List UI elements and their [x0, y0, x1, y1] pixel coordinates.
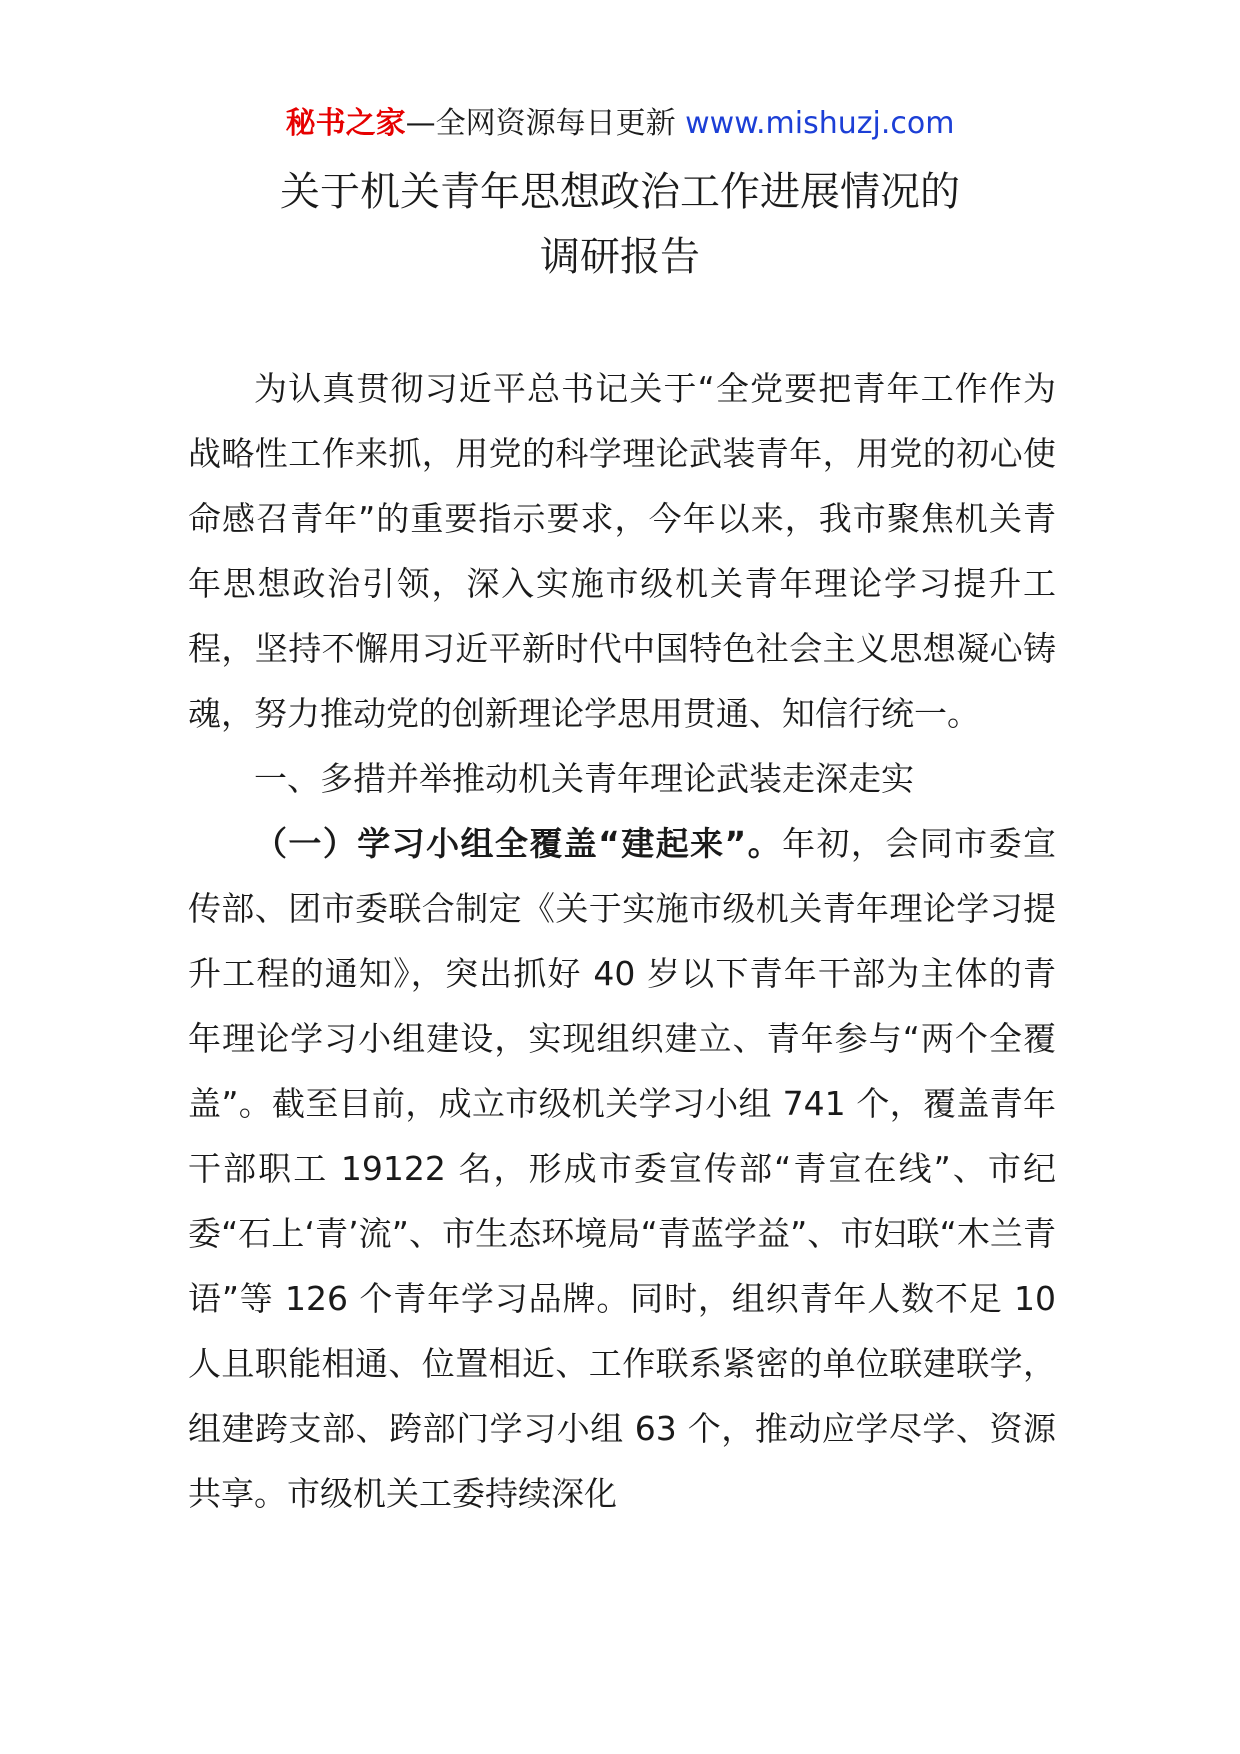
subsection-paragraph: [188, 811, 1056, 1526]
website-link[interactable]: www.mishuzj.com: [685, 106, 955, 141]
document-body: [188, 356, 1056, 1526]
document-title-line-2: 调研报告: [540, 234, 700, 280]
header-banner: [0, 104, 1240, 144]
subsection-heading: （一）学习小组全覆盖“建起来”。: [254, 824, 783, 863]
subsection-text: 年初，会同市委宣传部、团市委联合制定《关于实施市级机关青年理论学习提升工程的通知》，突出抓好 40 岁以下青年干部为主体的青年理论学习小组建设，实现组织建立、青年参与“两个全覆盖”。截至目前，成立市级机关学习小组 741 个，覆盖青年干部职工 19122 名，形成市委宣传部“青宣在线”、市纪委“石上‘青’流”、市生态环境局“青蓝学益”、市妇联“木兰青语”等 126 个青年学习品牌。同时，组织青年人数不足 10 人且职能相通、位置相近、工作联系紧密的单位联建联学，组建跨支部、跨部门学习小组 63 个，推动应学尽学、资源共享。市级机关工委持续深化: [188, 824, 1057, 1513]
intro-paragraph: 为认真贯彻习近平总书记关于“全党要把青年工作作为战略性工作来抓，用党的科学理论武装青年，用党的初心使命感召青年”的重要指示要求，今年以来，我市聚焦机关青年思想政治引领，深入实施市级机关青年理论学习提升工程，坚持不懈用习近平新时代中国特色社会主义思想凝心铸魂，努力推动党的创新理论学思用贯通、知信行统一。: [188, 369, 1056, 733]
header-tagline: —全网资源每日更新: [405, 106, 686, 141]
document-title-line-1: 关于机关青年思想政治工作进展情况的: [280, 169, 960, 215]
brand-name: 秘书之家: [285, 106, 406, 141]
section-heading: 一、多措并举推动机关青年理论武装走深走实: [254, 759, 914, 798]
